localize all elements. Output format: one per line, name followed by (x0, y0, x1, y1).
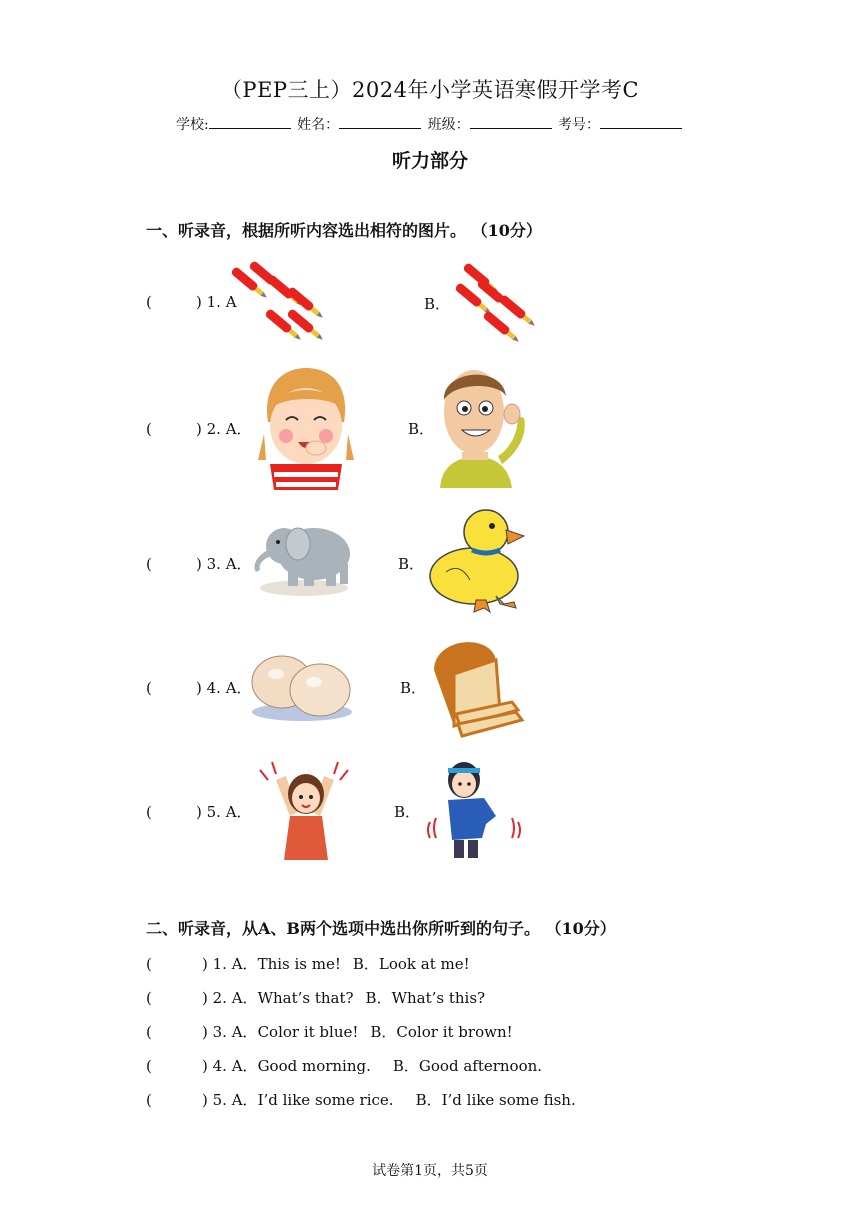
pens-image-b (454, 256, 544, 348)
exam-no-blank[interactable] (600, 114, 682, 129)
answer-paren-close: ) (202, 989, 208, 1007)
option-b-text: B．What’s this? (365, 989, 486, 1007)
exam-no-label: 考号： (558, 117, 601, 133)
sentence-question-row (146, 953, 470, 974)
girl-arms-up-image (250, 752, 360, 864)
bread-image (430, 630, 528, 740)
question-number: 5. A． (206, 803, 252, 821)
option-b-text: B．Look at me! (352, 955, 470, 973)
answer-paren-close: ) (196, 555, 202, 573)
answer-paren-close: ) (202, 1023, 208, 1041)
option-b-label: B． (398, 555, 425, 573)
part2-heading: 二、听录音，从A、B两个选项中选出你所听到的句子。 （10分） (146, 919, 616, 938)
sentence-question-row (146, 1021, 513, 1042)
option-a-text: This is me! (257, 955, 341, 973)
name-label: 姓名： (297, 117, 340, 133)
question-number: 4. A． (212, 1057, 258, 1075)
duck-image (426, 504, 526, 616)
man-touching-ear-image (432, 360, 532, 488)
sentence-question-row (146, 1055, 542, 1076)
question-number: 2. A． (212, 989, 258, 1007)
question-number: 1. A (206, 293, 237, 311)
sentence-question-row (146, 1089, 576, 1110)
class-blank[interactable] (470, 114, 552, 129)
option-a-text: Color it blue! (257, 1023, 359, 1041)
question-row (146, 553, 252, 574)
option-b-text: B．I’d like some fish. (415, 1091, 576, 1109)
school-label: 学校: (175, 117, 209, 133)
option-a-text: Good morning. (257, 1057, 371, 1075)
question-number: 1. A． (212, 955, 258, 973)
answer-paren-close: ) (196, 293, 202, 311)
question-number: 2. A． (206, 420, 252, 438)
answer-paren-open[interactable]: ( (146, 420, 152, 438)
name-blank[interactable] (339, 114, 421, 129)
answer-paren-open[interactable]: ( (146, 1057, 152, 1075)
answer-paren-open[interactable]: ( (146, 803, 152, 821)
answer-paren-close: ) (196, 679, 202, 697)
option-b-text: B．Color it brown! (370, 1023, 513, 1041)
answer-paren-open[interactable]: ( (146, 989, 152, 1007)
answer-paren-open[interactable]: ( (146, 955, 152, 973)
elephant-image (248, 516, 358, 600)
option-b-label: B． (424, 295, 451, 313)
eggs-image (248, 644, 356, 722)
question-row (146, 677, 252, 698)
option-a-text: What’s that? (257, 989, 354, 1007)
option-b-label: B． (408, 420, 435, 438)
page-footer: 试卷第1页，共5页 (372, 1163, 488, 1179)
question-number: 4. A． (206, 679, 252, 697)
answer-paren-close: ) (202, 955, 208, 973)
pens-image-a (232, 256, 336, 348)
option-a-text: I’d like some rice. (257, 1091, 394, 1109)
answer-paren-close: ) (196, 803, 202, 821)
option-b-label: B． (400, 679, 427, 697)
answer-paren-open[interactable]: ( (146, 1023, 152, 1041)
question-number: 3. A． (206, 555, 252, 573)
page-title: （PEP三上）2024年小学英语寒假开学考C (220, 78, 640, 102)
answer-paren-open[interactable]: ( (146, 293, 152, 311)
student-info-line (0, 114, 860, 134)
answer-paren-open[interactable]: ( (146, 679, 152, 697)
answer-paren-open[interactable]: ( (146, 555, 152, 573)
girl-shaking-image (424, 758, 524, 862)
question-row (146, 418, 252, 439)
part1-heading: 一、听录音，根据所听内容选出相符的图片。 （10分） (146, 221, 542, 240)
question-row (146, 293, 237, 311)
school-blank[interactable] (209, 114, 291, 129)
question-number: 3. A． (212, 1023, 258, 1041)
answer-paren-close: ) (202, 1057, 208, 1075)
answer-paren-close: ) (196, 420, 202, 438)
girl-laughing-image (254, 364, 358, 490)
option-b-label: B． (394, 803, 421, 821)
question-row (146, 801, 252, 822)
class-label: 班级： (427, 117, 470, 133)
sentence-question-row (146, 987, 485, 1008)
section-title: 听力部分 (391, 150, 468, 172)
question-number: 5. A． (212, 1091, 258, 1109)
option-b-text: B．Good afternoon. (392, 1057, 543, 1075)
answer-paren-close: ) (202, 1091, 208, 1109)
answer-paren-open[interactable]: ( (146, 1091, 152, 1109)
